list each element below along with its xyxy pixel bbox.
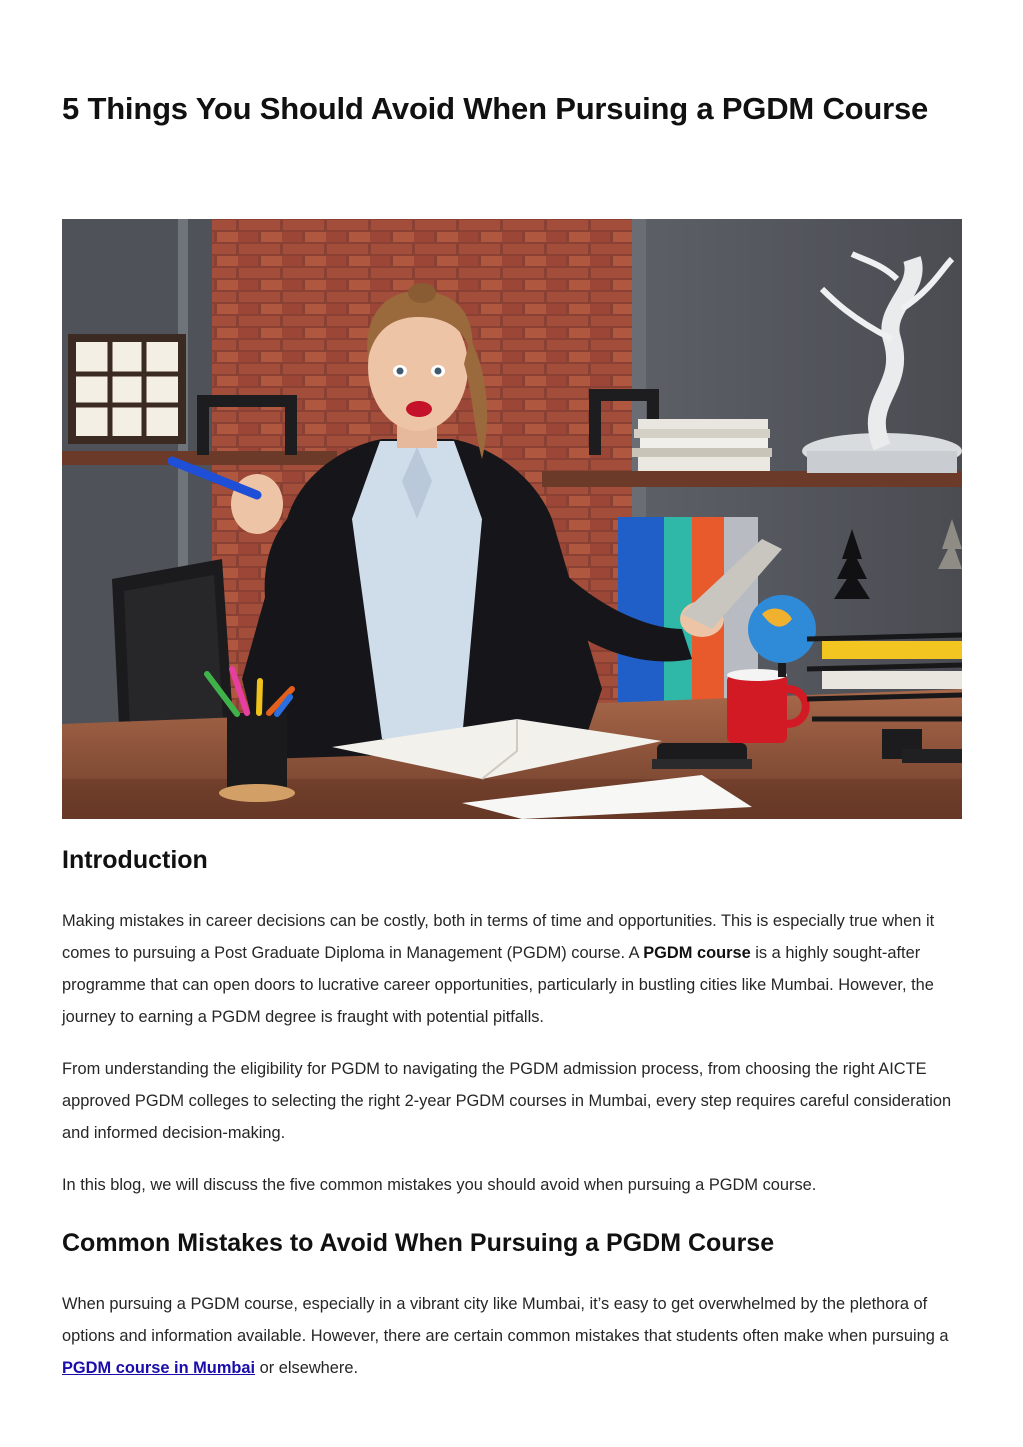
hero-image <box>62 219 962 819</box>
intro-paragraph-3: In this blog, we will discuss the five common mistakes you should avoid when pursuing a PGDM course. <box>62 1176 817 1194</box>
mistakes-paragraph-1 <box>62 1288 962 1384</box>
paragraph-text: or elsewhere. <box>255 1359 359 1377</box>
pgdm-course-in-mumbai-link[interactable]: PGDM course in Mumbai <box>62 1359 256 1377</box>
bold-keyword: PGDM course <box>643 944 751 962</box>
paragraph-text: is a highly sought-after programme that can open doors to lucrative career opportunities, particularly in bustling cities like Mumbai. However, the journey to earning a PGDM degree is fraught with potential pitfalls. <box>62 944 934 1026</box>
paragraph-text: When pursuing a PGDM course, especially in a vibrant city like Mumbai, it’s easy to get overwhelmed by the plethora of options and information available. However, there are certain common mistakes that students often make when pursuing a <box>62 1295 949 1345</box>
section-heading-introduction: Introduction <box>62 846 208 874</box>
paragraph-text: Making mistakes in career decisions can be costly, both in terms of time and opportunities. This is especially true when it comes to pursuing a Post Graduate Diploma in Management (PGDM) course. A <box>62 912 935 962</box>
intro-paragraph-1 <box>62 905 962 1033</box>
section-heading-common-mistakes: Common Mistakes to Avoid When Pursuing a PGDM Course <box>62 1229 775 1257</box>
page-title: 5 Things You Should Avoid When Pursuing a PGDM Course <box>62 91 929 126</box>
intro-paragraph-2: From understanding the eligibility for PGDM to navigating the PGDM admission process, from choosing the right AICTE approved PGDM colleges to selecting the right 2-year PGDM courses in Mumbai, every step requires careful consideration and informed decision-making. <box>62 1060 952 1142</box>
